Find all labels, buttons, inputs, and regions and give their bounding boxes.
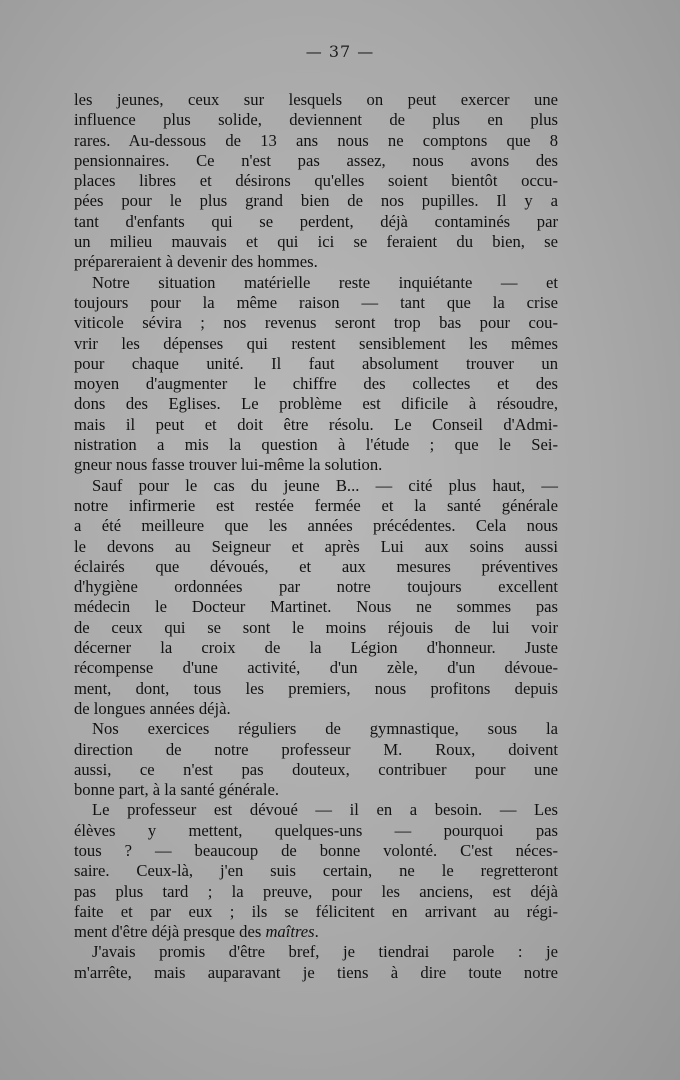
body-text	[74, 90, 558, 983]
paragraph-start-line: Notre situation matérielle reste inquiétante — et	[92, 272, 558, 292]
text-line: a été meilleure que les années précédentes. Cela nous	[74, 516, 558, 536]
paragraph-start-line: Le professeur est dévoué — il en a besoin. — Les	[92, 800, 558, 820]
text-line-with-italic	[74, 922, 558, 942]
text-line: de ceux qui se sont le moins réjouis de lui voir	[74, 617, 558, 637]
text-line: aussi, ce n'est pas douteux, contribuer pour une	[74, 759, 558, 779]
italic-word: maîtres	[265, 922, 315, 942]
text-fragment: ment d'être déjà presque des	[74, 922, 262, 942]
text-line: ment, dont, tous les premiers, nous profitons depuis	[74, 678, 558, 698]
text-line: notre infirmerie est restée fermée et la santé générale	[74, 495, 558, 515]
text-line: moyen d'augmenter le chiffre des collectes et des	[74, 374, 558, 394]
text-line: un milieu mauvais et qui ici se feraient du bien, se	[74, 232, 558, 252]
text-line: direction de notre professeur M. Roux, doivent	[74, 739, 558, 759]
text-line: prépareraient à devenir des hommes.	[74, 252, 318, 272]
text-line: pées pour le plus grand bien de nos pupilles. Il y a	[74, 191, 558, 211]
text-line: bonne part, à la santé générale.	[74, 780, 280, 800]
text-line: tous ? — beaucoup de bonne volonté. C'est néces-	[74, 840, 558, 860]
text-line: gneur nous fasse trouver lui-même la solution.	[74, 455, 383, 475]
text-line: tant d'enfants qui se perdent, déjà contaminés par	[74, 211, 558, 231]
text-line: le devons au Seigneur et après Lui aux soins aussi	[74, 536, 558, 556]
sentence-period: .	[314, 922, 319, 942]
text-line: récompense d'une activité, d'un zèle, d'un dévoue-	[74, 658, 558, 678]
text-line: décerner la croix de la Légion d'honneur. Juste	[74, 638, 558, 658]
text-line: viticole sévira ; nos revenus seront trop bas pour cou-	[74, 313, 558, 333]
text-line: vrir les dépenses qui restent sensiblement les mêmes	[74, 333, 558, 353]
text-line: les jeunes, ceux sur lesquels on peut exercer une	[74, 90, 558, 109]
text-line: pensionnaires. Ce n'est pas assez, nous avons des	[74, 150, 558, 170]
text-line: éclairés que dévoués, et aux mesures préventives	[74, 556, 558, 576]
text-line: toujours pour la même raison — tant que la crise	[74, 292, 558, 312]
text-line: de longues années déjà.	[74, 698, 231, 718]
text-line: élèves y mettent, quelques-uns — pourquoi pas	[74, 820, 558, 840]
paragraph-start-line: Sauf pour le cas du jeune B... — cité plus haut, —	[92, 475, 558, 495]
text-line: mais il peut et doit être résolu. Le Conseil d'Admi-	[74, 414, 558, 434]
text-line: places libres et désirons qu'elles soient bientôt occu-	[74, 171, 558, 191]
paragraph-start-line: Nos exercices réguliers de gymnastique, sous la	[92, 719, 558, 739]
text-line: faite et par eux ; ils se félicitent en arrivant au régi-	[74, 901, 558, 921]
text-line: rares. Au-dessous de 13 ans nous ne comptons que 8	[74, 130, 558, 150]
text-line: influence plus solide, deviennent de plus en plus	[74, 110, 558, 130]
paragraph-start-line: J'avais promis d'être bref, je tiendrai parole : je	[92, 942, 558, 962]
text-line: dons des Eglises. Le problème est dificile à résoudre,	[74, 394, 558, 414]
text-line: pour chaque unité. Il faut absolument trouver un	[74, 353, 558, 373]
text-line: pas plus tard ; la preuve, pour les anciens, est déjà	[74, 881, 558, 901]
text-line: médecin le Docteur Martinet. Nous ne sommes pas	[74, 597, 558, 617]
text-line: d'hygiène ordonnées par notre toujours excellent	[74, 577, 558, 597]
text-line: nistration a mis la question à l'étude ; que le Sei-	[74, 435, 558, 455]
page-number: — 37 —	[305, 42, 375, 61]
text-line: m'arrête, mais auparavant je tiens à dire toute notre	[74, 962, 558, 982]
text-line: saire. Ceux-là, j'en suis certain, ne le regretteront	[74, 861, 558, 881]
